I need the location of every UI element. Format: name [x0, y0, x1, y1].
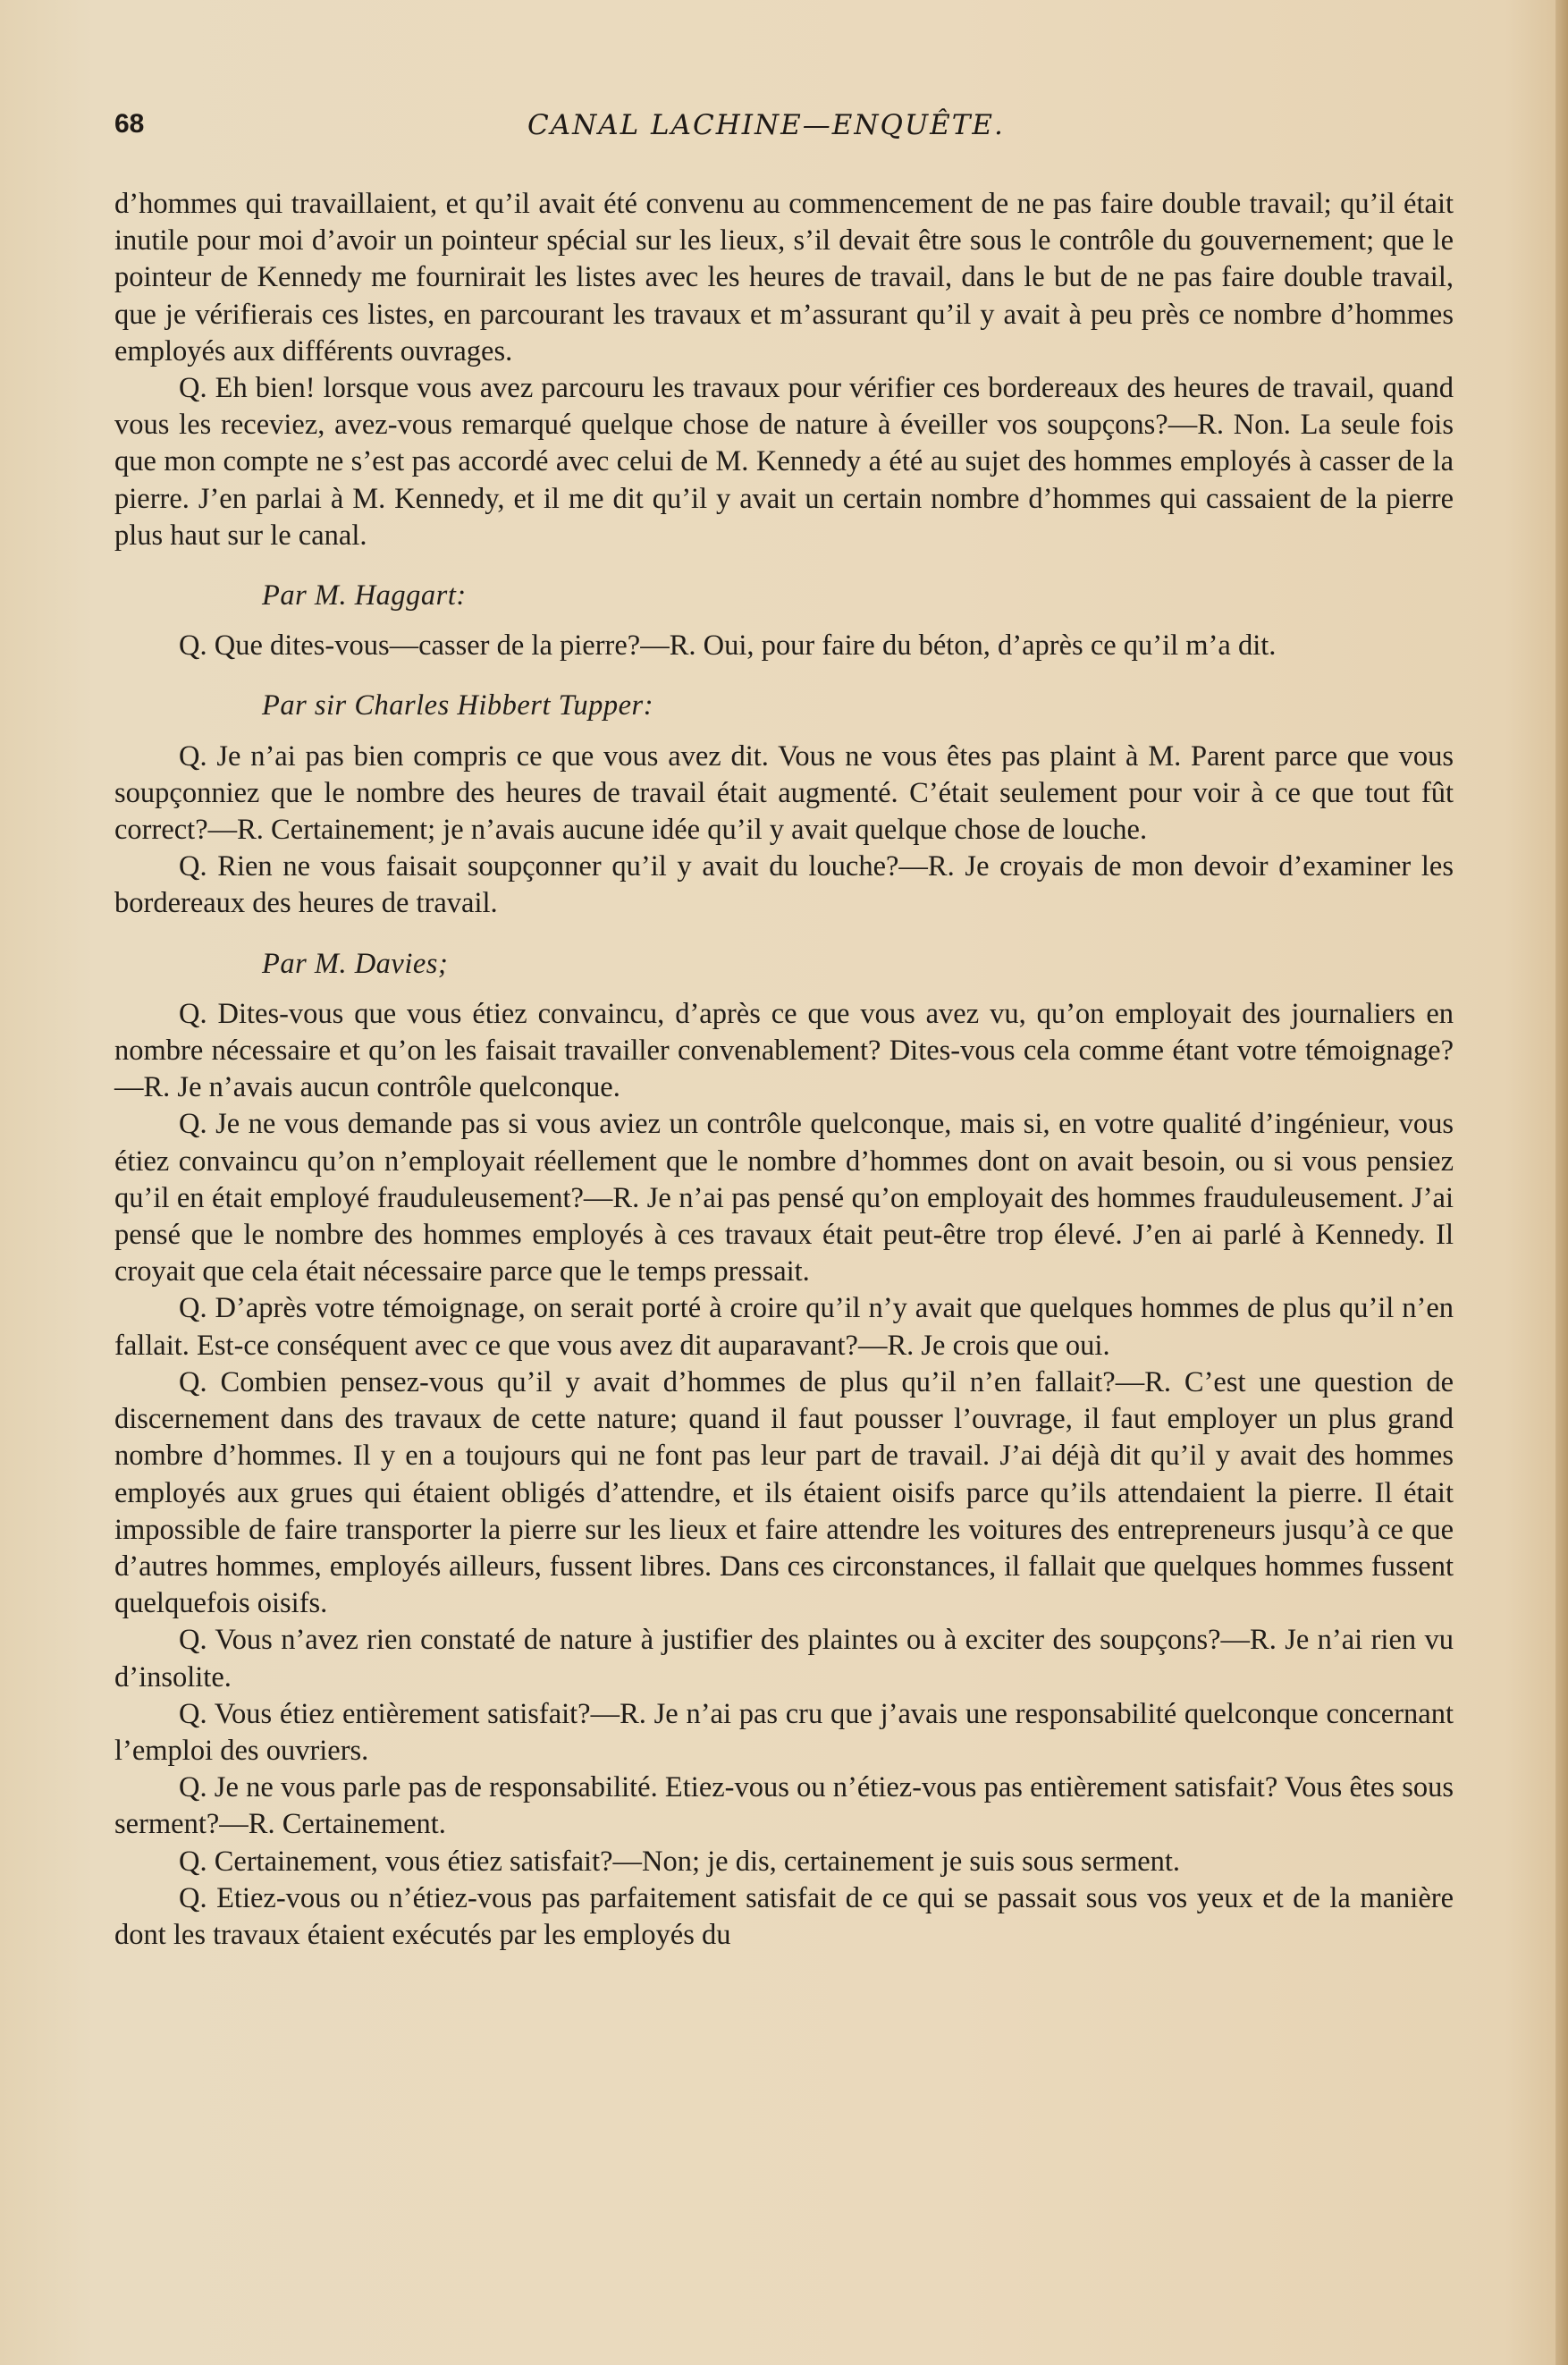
question-answer: Q. Dites-vous que vous étiez convaincu, d’après ce que vous avez vu, qu’on employait des journaliers en nombre nécessaire et qu’on les faisait travailler convenablement? Dites-vous cela comme étant votre témoignage?—R. Je n’avais aucun contrôle quelconque.: [114, 997, 1454, 1104]
speaker-heading: Par sir Charles Hibbert Tupper:: [262, 689, 654, 722]
question-answer: Q. Vous étiez entièrement satisfait?—R. Je n’ai pas cru que j’avais une responsabilité quelconque concernant l’emploi des ouvriers.: [114, 1697, 1454, 1767]
question-answer: Q. Vous n’avez rien constaté de nature à justifier des plaintes ou à exciter des soupçons?—R. Je n’ai rien vu d’insolite.: [114, 1624, 1454, 1694]
body-text: [114, 186, 1454, 1954]
question-answer: Q. Etiez-vous ou n’étiez-vous pas parfaitement satisfait de ce qui se passait sous vos yeux et de la manière dont les travaux étaient exécutés par les employés du: [114, 1881, 1454, 1951]
question-answer: Q. Je ne vous parle pas de responsabilité. Etiez-vous ou n’étiez-vous pas entièrement satisfait? Vous êtes sous serment?—R. Certainement.: [114, 1771, 1454, 1841]
question-answer: Q. Combien pensez-vous qu’il y avait d’hommes de plus qu’il n’en fallait?—R. C’est une question de discernement dans des travaux de cette nature; quand il faut pousser l’ouvrage, il faut employer un plus grand nombre d’hommes. Il y en a toujours qui ne font pas leur part de travail. J’ai déjà dit qu’il y avait des hommes employés aux grues qui étaient obligés d’attendre, et ils étaient oisifs parce qu’ils attendaient la pierre. Il était impossible de faire transporter la pierre sur les lieux et faire attendre les voitures des entrepreneurs jusqu’à ce que d’autres hommes, employés ailleurs, fussent libres. Dans ces circonstances, il fallait que quelques hommes fussent quelquefois oisifs.: [114, 1365, 1454, 1620]
page-header: [114, 109, 1455, 154]
question-answer: Q. Eh bien! lorsque vous avez parcouru les travaux pour vérifier ces bordereaux des heures de travail, quand vous les receviez, avez-vous remarqué quelque chose de nature à éveiller vos soupçons?—R. Non. La seule fois que mon compte ne s’est pas accordé avec celui de M. Kennedy a été au sujet des hommes employés à casser de la pierre. J’en parlai à M. Kennedy, et il me dit qu’il y avait un certain nombre d’hommes qui cassaient de la pierre plus haut sur le canal.: [114, 372, 1454, 552]
speaker-heading: Par M. Davies;: [262, 947, 449, 980]
running-title: CANAL LACHINE—ENQUÊTE.: [527, 109, 1005, 141]
question-answer: Q. Certainement, vous étiez satisfait?—Non; je dis, certainement je suis sous serment.: [179, 1845, 1181, 1878]
question-answer: Q. Que dites-vous—casser de la pierre?—R. Oui, pour faire du béton, d’après ce qu’il m’a dit.: [179, 629, 1277, 663]
paragraph: d’hommes qui travaillaient, et qu’il avait été convenu au commencement de ne pas faire double travail; qu’il était inutile pour moi d’avoir un pointeur spécial sur les lieux, s’il devait être sous le contrôle du gouvernement; que le pointeur de Kennedy me fournirait les listes avec les heures de travail, dans le but de ne pas faire double travail, que je vérifierais ces listes, en parcourant les travaux et m’assurant qu’il y avait à peu près ce nombre d’hommes employés aux différents ouvrages.: [114, 188, 1454, 367]
question-answer: Q. Je n’ai pas bien compris ce que vous avez dit. Vous ne vous êtes pas plaint à M. Parent parce que vous soupçonniez que le nombre des heures de travail était augmenté. C’était seulement pour voir à ce que tout fût correct?—R. Certainement; je n’avais aucune idée qu’il y avait quelque chose de louche.: [114, 739, 1454, 847]
question-answer: Q. D’après votre témoignage, on serait porté à croire qu’il n’y avait que quelques hommes de plus qu’il n’en fallait. Est-ce conséquent avec ce que vous avez dit auparavant?—R. Je crois que oui.: [114, 1292, 1454, 1362]
speaker-heading: Par M. Haggart:: [262, 579, 467, 612]
question-answer: Q. Je ne vous demande pas si vous aviez un contrôle quelconque, mais si, en votre qualité d’ingénieur, vous étiez convaincu qu’on n’employait réellement que le nombre d’hommes dont on avait besoin, ou si vous pensiez qu’il en était employé frauduleusement?—R. Je n’ai pas pensé qu’on employait des hommes frauduleusement. J’ai pensé que le nombre des hommes employés à ces travaux était peut-être trop élevé. J’en ai parlé à Kennedy. Il croyait que cela était nécessaire parce que le temps pressait.: [114, 1108, 1454, 1288]
page-number: 68: [114, 109, 145, 139]
page-edge: [1555, 0, 1568, 2365]
question-answer: Q. Rien ne vous faisait soupçonner qu’il y avait du louche?—R. Je croyais de mon devoir d’examiner les bordereaux des heures de travail.: [114, 850, 1454, 920]
